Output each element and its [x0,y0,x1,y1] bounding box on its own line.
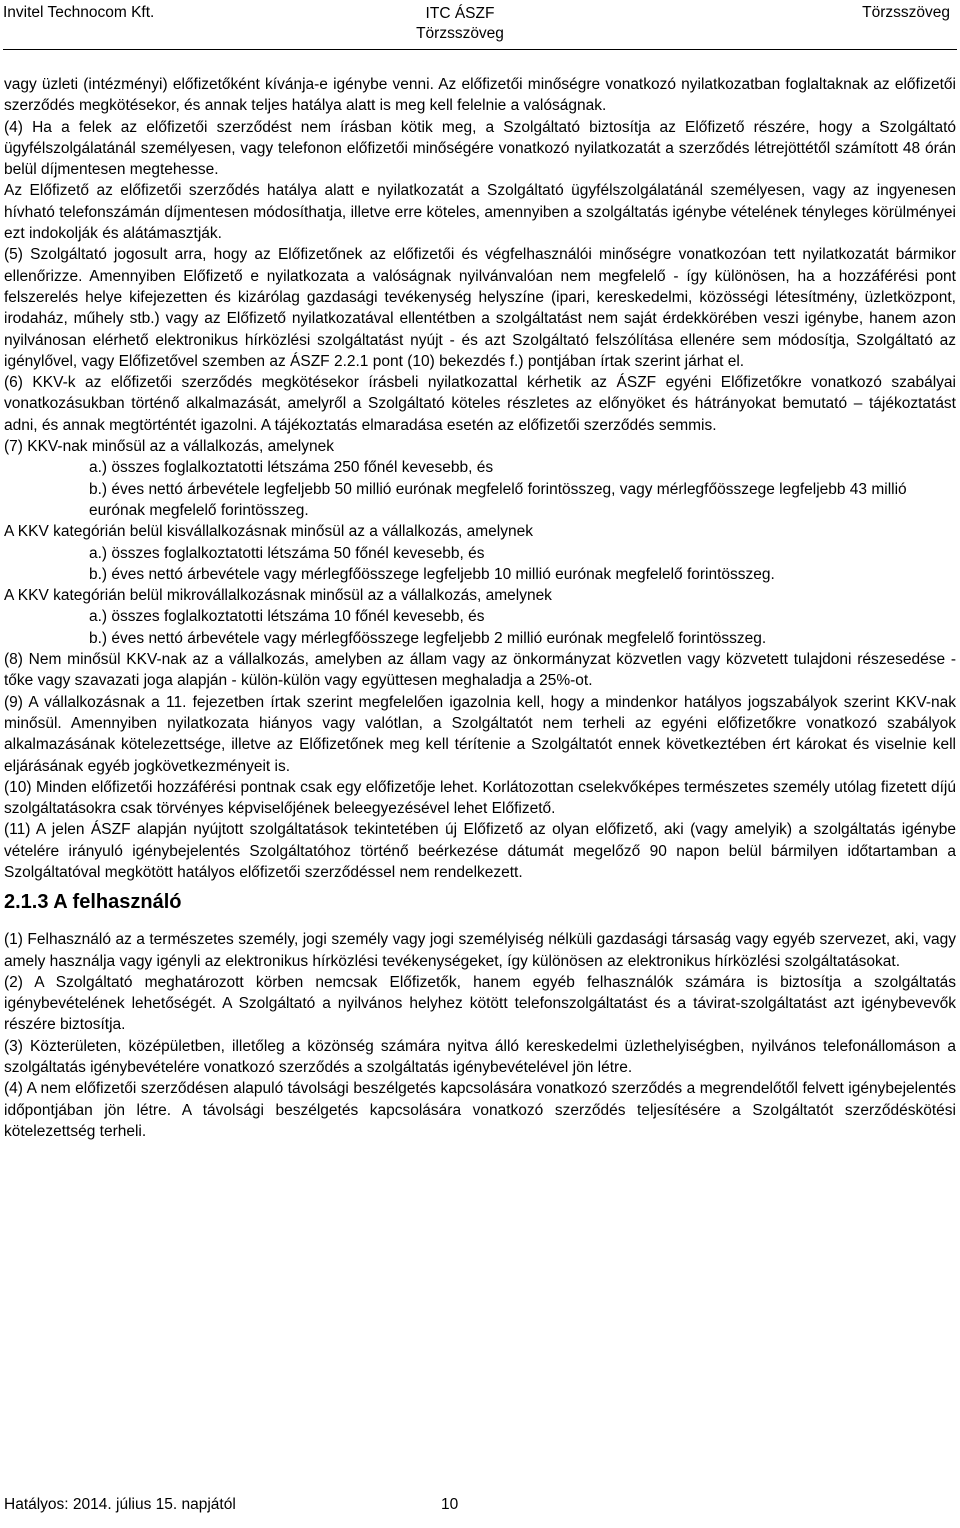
page-number: 10 [441,1496,459,1513]
company-name: Invitel Technocom Kft. [3,4,155,21]
paragraph: Az Előfizető az előfizetői szerződés hatálya alatt e nyilatkozatát a Szolgáltató ügyfélszolgálatánál személyesen, vagy az ingyenesen hívható telefonszámán díjmentesen módosíthatja, illetve erre köteles, amennyiben a szolgáltatás igénybe vételének tényleges körülményei ezt indokolják és alátámasztják. [4,182,956,243]
list-item: a.) összes foglalkoztatotti létszáma 50 főnél kevesebb, és [89,544,485,562]
list-item: a.) összes foglalkoztatotti létszáma 10 főnél kevesebb, és [89,608,485,626]
paragraph: (1) Felhasználó az a természetes személy, jogi személy vagy jogi személyiség nélküli gazdasági társaság vagy egyéb szervezet, aki, vagy amely használja vagy igényli az elektronikus hírközlési tevékenységeket, így különösen az elektronikus hírközlési szolgáltatásokat. [4,931,956,970]
paragraph: (8) Nem minősül KKV-nak az a vállalkozás, amelyben az állam vagy az önkormányzat közvetlen vagy közvetett tulajdoni részesedése - tőke vagy szavazati joga alapján - külön-külön vagy együttesen meghaladja a 25%-ot. [4,651,956,690]
document-body [4,74,956,1142]
effective-date: Hatályos: 2014. július 15. napjától [4,1496,236,1513]
paragraph: vagy üzleti (intézményi) előfizetőként kívánja-e igénybe venni. Az előfizetői minőségre vonatkozó nyilatkozatban foglaltaknak az előfizetői szerződés megkötésekor, és annak teljes hatálya alatt is meg kell felelnie a valóságnak. [4,76,956,115]
list-item: b.) éves nettó árbevétele legfeljebb 50 millió eurónak megfelelő forintösszeg, vagy mérlegfőösszege legfeljebb 43 millió eurónak megfelelő forintösszeg. [89,480,907,519]
section-name: Törzsszöveg [862,4,950,21]
paragraph: (4) A nem előfizetői szerződésen alapuló távolsági beszélgetés kapcsolására vonatkozó szerződés a megrendelőtől felvett igénybejelentés időpontjában jön létre. A távolsági beszélgetés kapcsolására vonatkozó szerződés teljesítésére a Szolgáltatót szerződéskötési kötelezettség terheli. [4,1080,956,1140]
paragraph: (7) KKV-nak minősül az a vállalkozás, amelynek [4,438,334,456]
document-title-block [0,4,920,44]
header-divider [3,49,957,50]
section-heading: 2.1.3 A felhasználó [4,891,182,914]
paragraph: (6) KKV-k az előfizetői szerződés megkötésekor írásbeli nyilatkozattal kérhetik az ÁSZF egyéni Előfizetőkre vonatkozó szabályai vonatkozásukban történő alkalmazását, amelyről a Szolgáltató köteles részletes az előnyöket és hátrányokat bemutató – tájékoztatást adni, és annak megtörténtét igazolni. A tájékoztatás elmaradása esetén az előfizetői szerződés semmis. [4,374,956,434]
paragraph: (3) Közterületen, középületben, illetőleg a közönség számára nyitva álló kereskedelmi üzlethelyiségben, nyilvános telefonállomáson a szolgáltatás igénybevételére vonatkozó szerződés a szolgáltatás igénybevételével jön létre. [4,1037,956,1077]
paragraph: (10) Minden előfizetői hozzáférési pontnak csak egy előfizetője lehet. Korlátozottan cselekvőképes természetes személy utólag fizetett díjú szolgáltatásokra csak törvényes képviselőjének beleegyezésével lehet Előfizető. [4,778,956,818]
paragraph: (5) Szolgáltató jogosult arra, hogy az Előfizetőnek az előfizetői és végfelhasználói minőségre vonatkozóan tett nyilatkozatát bármikor ellenőrizze. Amennyiben Előfizető e nyilatkozata a valóságnak nyilvánvalóan nem megfelelő - így különösen, ha a hozzáférési pont felszerelés helye kifejezetten és kizárólag gazdasági tevékenység helyszíne (ipari, kereskedelmi, közösségi létesítmény, üzletközpont, irodaház, műhely stb.) vagy az Előfizető nyilatkozatával ellentétben a szolgáltatást nem saját érdekkörében veszi igénybe, hanem azon nyilvánosan elérhető elektronikus hírközlési szolgáltatást nyújt - és azt Szolgáltató felszólítása ellenére sem módosítja, Szolgáltató az igénylővel, vagy Előfizetővel szemben az ÁSZF 2.2.1 pont (10) bekezdés f.) pontjában írtak szerint járhat el. [4,246,956,370]
paragraph: (2) A Szolgáltató meghatározott körben nemcsak Előfizetők, hanem egyéb felhasználók számára is biztosítja a szolgáltatás igénybevételének lehetőségét. A Szolgáltató a nyilvános helyhez kötött telefonszolgáltatást és a távirat-szolgáltatást azt igénybevevők részére biztosítja. [4,973,956,1034]
page-header [0,0,960,50]
document-title: ITC ÁSZF [425,5,495,22]
paragraph: A KKV kategórián belül kisvállalkozásnak minősül az a vállalkozás, amelynek [4,523,533,541]
paragraph: A KKV kategórián belül mikrovállalkozásnak minősül az a vállalkozás, amelynek [4,587,552,605]
list-item: a.) összes foglalkoztatotti létszáma 250 főnél kevesebb, és [89,459,494,477]
page-footer [0,1496,960,1526]
paragraph: (9) A vállalkozásnak a 11. fejezetben írtak szerint megfelelően igazolnia kell, hogy a mindenkor hatályos jogszabályok szerint KKV-nak minősül. Amennyiben nyilatkozata hiányos vagy valótlan, a Szolgáltatót nem terheli az egyéni előfizetőkre vonatkozó szabályok alkalmazásának kötelezettsége, illetve az Előfizetőnek meg kell térítenie a Szolgáltatót ennek következtében ért károkat és viselnie kell eljárásának egyéb jogkövetkezményeit is. [4,693,956,775]
list-item: b.) éves nettó árbevétele vagy mérlegfőösszege legfeljebb 2 millió eurónak megfelelő forintösszeg. [89,629,767,647]
list-item: b.) éves nettó árbevétele vagy mérlegfőösszege legfeljebb 10 millió eurónak megfelelő forintösszeg. [89,565,775,583]
paragraph: (11) A jelen ÁSZF alapján nyújtott szolgáltatások tekintetében új Előfizető az olyan előfizető, aki (vagy amelyik) a szolgáltatás igénybe vételére irányuló igénybejelentés Szolgáltatóhoz történő beérkezése dátumát megelőző 90 napon belül bármilyen időtartamban a Szolgáltatóval megkötött hatályos előfizetői szerződéssel nem rendelkezett. [4,821,956,881]
document-subtitle: Törzsszöveg [416,25,504,42]
paragraph: (4) Ha a felek az előfizetői szerződést nem írásban kötik meg, a Szolgáltató biztosítja az Előfizető részére, hogy a Szolgáltató ügyfélszolgálatánál személyesen, vagy telefonon előfizetői minőségére vonatkozó nyilatkozatát a szerződés létrejöttétől számított 48 órán belül díjmentesen megtehesse. [4,118,956,179]
